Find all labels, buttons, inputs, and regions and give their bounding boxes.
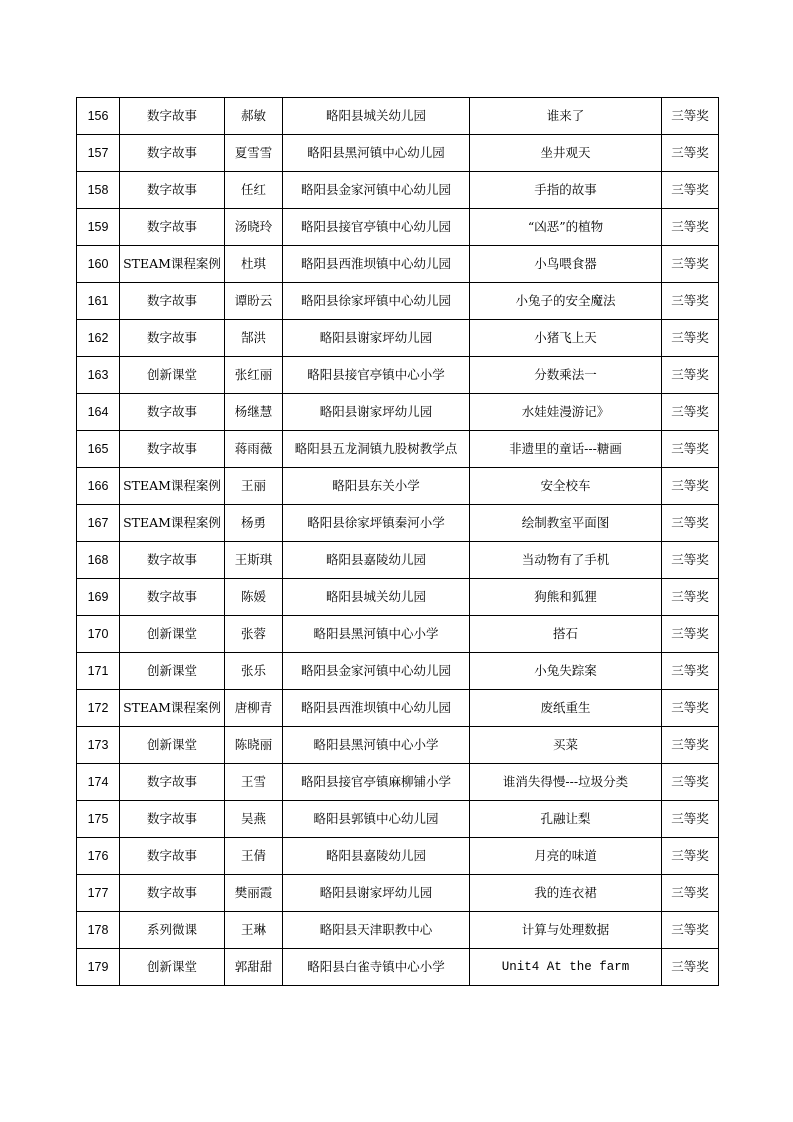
award-level-cell: 三等奖 xyxy=(662,283,719,320)
table-row xyxy=(77,209,719,246)
work-title-cell: 安全校车 xyxy=(470,468,662,505)
category-cell: 数字故事 xyxy=(120,209,225,246)
table-row xyxy=(77,172,719,209)
category-cell: 数字故事 xyxy=(120,98,225,135)
school-cell: 略阳县谢家坪幼儿园 xyxy=(283,875,470,912)
table-row xyxy=(77,320,719,357)
row-number-cell: 173 xyxy=(77,727,120,764)
table-row xyxy=(77,394,719,431)
row-number-cell: 156 xyxy=(77,98,120,135)
category-cell: 创新课堂 xyxy=(120,357,225,394)
school-cell: 略阳县东关小学 xyxy=(283,468,470,505)
teacher-name-cell: 王丽 xyxy=(225,468,283,505)
category-cell: 数字故事 xyxy=(120,135,225,172)
category-cell: 数字故事 xyxy=(120,394,225,431)
category-cell: STEAM课程案例 xyxy=(120,468,225,505)
table-row xyxy=(77,690,719,727)
row-number-cell: 163 xyxy=(77,357,120,394)
teacher-name-cell: 夏雪雪 xyxy=(225,135,283,172)
award-level-cell: 三等奖 xyxy=(662,394,719,431)
teacher-name-cell: 汤晓玲 xyxy=(225,209,283,246)
work-title-cell: 坐井观天 xyxy=(470,135,662,172)
work-title-cell: 废纸重生 xyxy=(470,690,662,727)
award-level-cell: 三等奖 xyxy=(662,98,719,135)
row-number-cell: 168 xyxy=(77,542,120,579)
category-cell: STEAM课程案例 xyxy=(120,246,225,283)
work-title-cell: 水娃娃漫游记》 xyxy=(470,394,662,431)
row-number-cell: 176 xyxy=(77,838,120,875)
row-number-cell: 165 xyxy=(77,431,120,468)
award-level-cell: 三等奖 xyxy=(662,653,719,690)
table-row xyxy=(77,431,719,468)
table-row xyxy=(77,246,719,283)
table-row xyxy=(77,505,719,542)
teacher-name-cell: 王琳 xyxy=(225,912,283,949)
school-cell: 略阳县金家河镇中心幼儿园 xyxy=(283,172,470,209)
category-cell: 数字故事 xyxy=(120,579,225,616)
teacher-name-cell: 郜洪 xyxy=(225,320,283,357)
award-level-cell: 三等奖 xyxy=(662,542,719,579)
teacher-name-cell: 郭甜甜 xyxy=(225,949,283,986)
row-number-cell: 169 xyxy=(77,579,120,616)
row-number-cell: 171 xyxy=(77,653,120,690)
row-number-cell: 179 xyxy=(77,949,120,986)
table-row xyxy=(77,875,719,912)
table-row xyxy=(77,912,719,949)
work-title-cell: 手指的故事 xyxy=(470,172,662,209)
table-row xyxy=(77,135,719,172)
work-title-cell: 小兔子的安全魔法 xyxy=(470,283,662,320)
school-cell: 略阳县接官亭镇中心幼儿园 xyxy=(283,209,470,246)
category-cell: 创新课堂 xyxy=(120,616,225,653)
table-row xyxy=(77,468,719,505)
award-level-cell: 三等奖 xyxy=(662,135,719,172)
work-title-cell: 搭石 xyxy=(470,616,662,653)
school-cell: 略阳县徐家坪镇秦河小学 xyxy=(283,505,470,542)
category-cell: 创新课堂 xyxy=(120,727,225,764)
category-cell: 数字故事 xyxy=(120,320,225,357)
school-cell: 略阳县城关幼儿园 xyxy=(283,98,470,135)
table-row xyxy=(77,616,719,653)
work-title-cell: 谁消失得慢---垃圾分类 xyxy=(470,764,662,801)
award-level-cell: 三等奖 xyxy=(662,505,719,542)
school-cell: 略阳县谢家坪幼儿园 xyxy=(283,320,470,357)
category-cell: 数字故事 xyxy=(120,875,225,912)
category-cell: STEAM课程案例 xyxy=(120,505,225,542)
work-title-cell: 分数乘法一 xyxy=(470,357,662,394)
teacher-name-cell: 蒋雨薇 xyxy=(225,431,283,468)
category-cell: 创新课堂 xyxy=(120,653,225,690)
work-title-cell: 小猪飞上天 xyxy=(470,320,662,357)
school-cell: 略阳县天津职教中心 xyxy=(283,912,470,949)
row-number-cell: 160 xyxy=(77,246,120,283)
school-cell: 略阳县白雀寺镇中心小学 xyxy=(283,949,470,986)
work-title-cell: 小鸟喂食器 xyxy=(470,246,662,283)
category-cell: 数字故事 xyxy=(120,764,225,801)
award-level-cell: 三等奖 xyxy=(662,579,719,616)
row-number-cell: 164 xyxy=(77,394,120,431)
award-level-cell: 三等奖 xyxy=(662,875,719,912)
teacher-name-cell: 谭盼云 xyxy=(225,283,283,320)
teacher-name-cell: 吴燕 xyxy=(225,801,283,838)
work-title-cell: 计算与处理数据 xyxy=(470,912,662,949)
award-level-cell: 三等奖 xyxy=(662,357,719,394)
category-cell: 创新课堂 xyxy=(120,949,225,986)
row-number-cell: 172 xyxy=(77,690,120,727)
school-cell: 略阳县接官亭镇中心小学 xyxy=(283,357,470,394)
row-number-cell: 175 xyxy=(77,801,120,838)
table-row xyxy=(77,764,719,801)
category-cell: 数字故事 xyxy=(120,172,225,209)
award-table-body xyxy=(77,98,719,986)
school-cell: 略阳县黑河镇中心小学 xyxy=(283,727,470,764)
category-cell: 数字故事 xyxy=(120,838,225,875)
row-number-cell: 170 xyxy=(77,616,120,653)
work-title-cell: 买菜 xyxy=(470,727,662,764)
table-row xyxy=(77,727,719,764)
table-row xyxy=(77,949,719,986)
category-cell: STEAM课程案例 xyxy=(120,690,225,727)
award-level-cell: 三等奖 xyxy=(662,172,719,209)
teacher-name-cell: 郝敏 xyxy=(225,98,283,135)
table-row xyxy=(77,653,719,690)
teacher-name-cell: 王斯琪 xyxy=(225,542,283,579)
work-title-cell: 谁来了 xyxy=(470,98,662,135)
table-row xyxy=(77,357,719,394)
award-level-cell: 三等奖 xyxy=(662,468,719,505)
school-cell: 略阳县郭镇中心幼儿园 xyxy=(283,801,470,838)
teacher-name-cell: 张乐 xyxy=(225,653,283,690)
school-cell: 略阳县徐家坪镇中心幼儿园 xyxy=(283,283,470,320)
award-level-cell: 三等奖 xyxy=(662,764,719,801)
work-title-cell: Unit4 At the farm xyxy=(470,949,662,986)
table-row xyxy=(77,283,719,320)
school-cell: 略阳县黑河镇中心幼儿园 xyxy=(283,135,470,172)
row-number-cell: 162 xyxy=(77,320,120,357)
work-title-cell: 狗熊和狐狸 xyxy=(470,579,662,616)
category-cell: 数字故事 xyxy=(120,542,225,579)
table-row xyxy=(77,98,719,135)
table-row xyxy=(77,542,719,579)
table-row xyxy=(77,801,719,838)
row-number-cell: 166 xyxy=(77,468,120,505)
award-level-cell: 三等奖 xyxy=(662,801,719,838)
award-level-cell: 三等奖 xyxy=(662,727,719,764)
award-level-cell: 三等奖 xyxy=(662,616,719,653)
row-number-cell: 161 xyxy=(77,283,120,320)
award-level-cell: 三等奖 xyxy=(662,431,719,468)
row-number-cell: 177 xyxy=(77,875,120,912)
row-number-cell: 167 xyxy=(77,505,120,542)
award-level-cell: 三等奖 xyxy=(662,912,719,949)
teacher-name-cell: 王倩 xyxy=(225,838,283,875)
teacher-name-cell: 张蓉 xyxy=(225,616,283,653)
table-row xyxy=(77,579,719,616)
row-number-cell: 159 xyxy=(77,209,120,246)
school-cell: 略阳县嘉陵幼儿园 xyxy=(283,838,470,875)
school-cell: 略阳县接官亭镇麻柳铺小学 xyxy=(283,764,470,801)
award-level-cell: 三等奖 xyxy=(662,320,719,357)
teacher-name-cell: 杨继慧 xyxy=(225,394,283,431)
award-level-cell: 三等奖 xyxy=(662,246,719,283)
row-number-cell: 158 xyxy=(77,172,120,209)
category-cell: 数字故事 xyxy=(120,801,225,838)
teacher-name-cell: 樊丽霞 xyxy=(225,875,283,912)
work-title-cell: 绘制教室平面图 xyxy=(470,505,662,542)
row-number-cell: 174 xyxy=(77,764,120,801)
category-cell: 数字故事 xyxy=(120,431,225,468)
work-title-cell: 小兔失踪案 xyxy=(470,653,662,690)
school-cell: 略阳县西淮坝镇中心幼儿园 xyxy=(283,246,470,283)
award-results-table xyxy=(76,97,719,986)
school-cell: 略阳县城关幼儿园 xyxy=(283,579,470,616)
school-cell: 略阳县西淮坝镇中心幼儿园 xyxy=(283,690,470,727)
teacher-name-cell: 唐柳青 xyxy=(225,690,283,727)
award-level-cell: 三等奖 xyxy=(662,949,719,986)
award-level-cell: 三等奖 xyxy=(662,209,719,246)
row-number-cell: 178 xyxy=(77,912,120,949)
award-level-cell: 三等奖 xyxy=(662,838,719,875)
school-cell: 略阳县嘉陵幼儿园 xyxy=(283,542,470,579)
school-cell: 略阳县黑河镇中心小学 xyxy=(283,616,470,653)
work-title-cell: 当动物有了手机 xyxy=(470,542,662,579)
row-number-cell: 157 xyxy=(77,135,120,172)
table-row xyxy=(77,838,719,875)
teacher-name-cell: 张红丽 xyxy=(225,357,283,394)
work-title-cell: 我的连衣裙 xyxy=(470,875,662,912)
school-cell: 略阳县谢家坪幼儿园 xyxy=(283,394,470,431)
teacher-name-cell: 陈晓丽 xyxy=(225,727,283,764)
work-title-cell: “凶恶”的植物 xyxy=(470,209,662,246)
teacher-name-cell: 杜琪 xyxy=(225,246,283,283)
work-title-cell: 月亮的味道 xyxy=(470,838,662,875)
teacher-name-cell: 杨勇 xyxy=(225,505,283,542)
work-title-cell: 非遗里的童话---糖画 xyxy=(470,431,662,468)
work-title-cell: 孔融让梨 xyxy=(470,801,662,838)
teacher-name-cell: 陈媛 xyxy=(225,579,283,616)
category-cell: 数字故事 xyxy=(120,283,225,320)
school-cell: 略阳县五龙洞镇九股树教学点 xyxy=(283,431,470,468)
school-cell: 略阳县金家河镇中心幼儿园 xyxy=(283,653,470,690)
teacher-name-cell: 王雪 xyxy=(225,764,283,801)
award-level-cell: 三等奖 xyxy=(662,690,719,727)
category-cell: 系列微课 xyxy=(120,912,225,949)
teacher-name-cell: 任红 xyxy=(225,172,283,209)
